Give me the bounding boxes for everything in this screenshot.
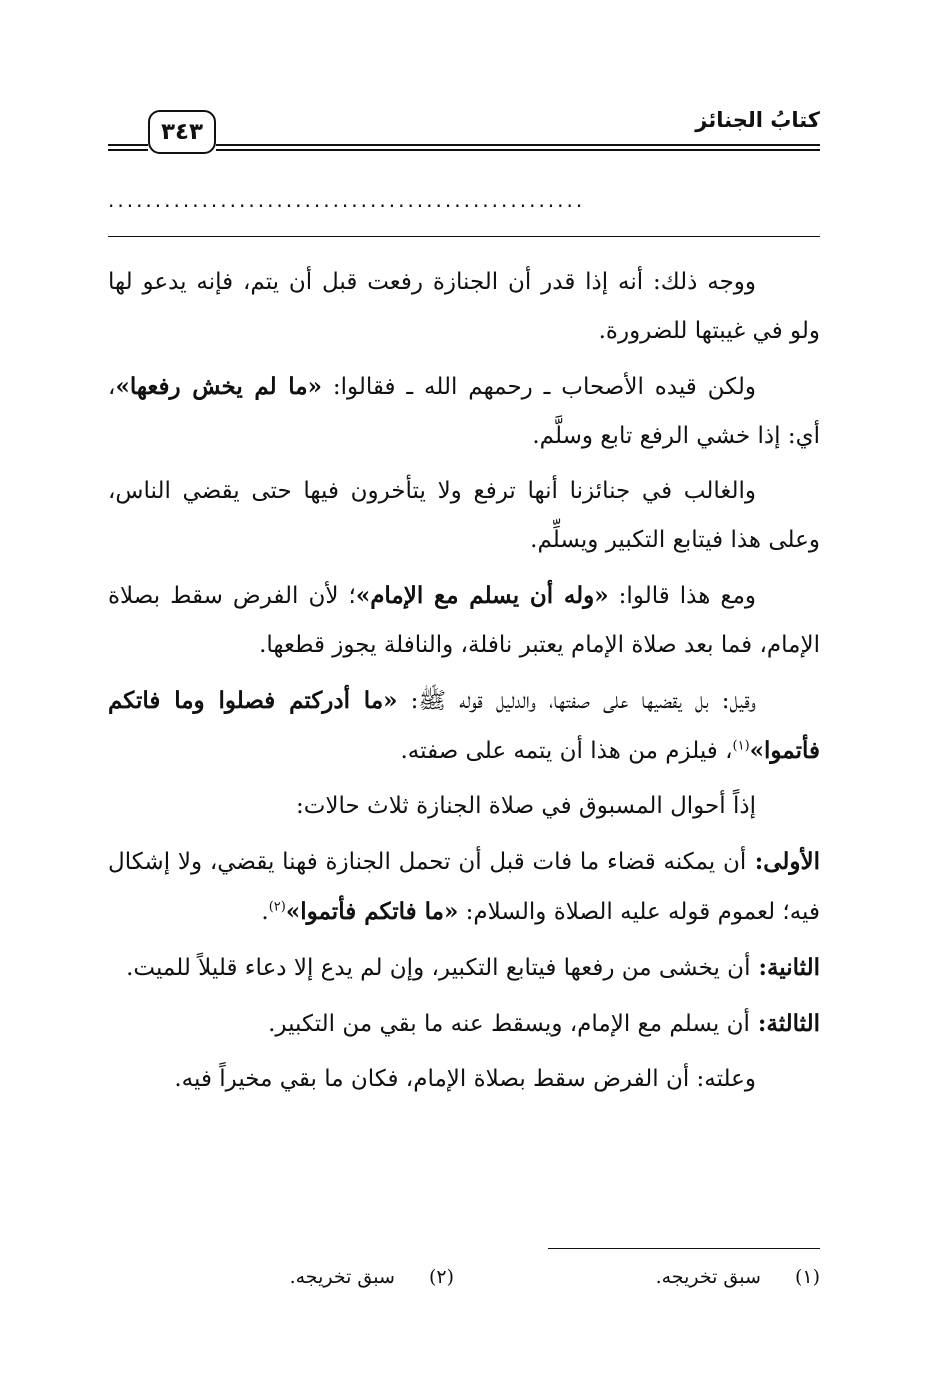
- section-divider: [108, 236, 820, 237]
- paragraph-1: ووجه ذلك: أنه إذا قدر أن الجنازة رفعت قبل أن يتم، فإنه يدعو لها ولو في غيبتها للضرورة.: [108, 269, 820, 344]
- header-rule-right-2: [216, 149, 820, 151]
- header-rule-left-2: [108, 149, 148, 151]
- paragraph-7: [108, 837, 820, 937]
- case-1-label: الأولى:: [746, 848, 820, 875]
- footnote-2: [290, 1266, 454, 1288]
- footnote-1: [656, 1266, 820, 1288]
- paragraph-4: [108, 571, 820, 670]
- page-number: ٣٤٣: [148, 110, 216, 154]
- paragraph-2: [108, 362, 820, 461]
- p2-quote: «ما لم يخش رفعها»: [115, 373, 322, 400]
- paragraph-10: وعلته: أن الفرض سقط بصلاة الإمام، فكان ما بقي مخيراً فيه.: [174, 1066, 756, 1092]
- case-2-label: الثانية:: [750, 954, 820, 981]
- dotted-divider: ...................................................: [108, 188, 586, 212]
- footnote-1-number: (١): [794, 1266, 820, 1288]
- footnote-2-number: (٢): [428, 1266, 454, 1288]
- paragraph-9: [108, 999, 820, 1049]
- paragraph-6: إذاً أحوال المسبوق في صلاة الجنازة ثلاث حالات:: [295, 793, 756, 819]
- footnote-1-text: سبق تخريجه.: [655, 1266, 761, 1288]
- footnotes: [108, 1266, 820, 1298]
- p5-quote: «ما أدركتم فصلوا وما فاتكم فأتموا»: [108, 687, 820, 764]
- p4-text-a: ومع هذا قالوا:: [608, 583, 757, 609]
- p4-quote: «وله أن يسلم مع الإمام»: [355, 582, 609, 609]
- paragraph-5: [108, 676, 820, 776]
- p8-text-b: أن يخشى من رفعها فيتابع التكبير، وإن لم يدع إلا دعاء قليلاً للميت.: [126, 955, 751, 981]
- p4-text-c: ؛ لأن الفرض سقط بصلاة الإمام، فما بعد صلاة الإمام يعتبر نافلة، والنافلة يجوز قطعها.: [108, 583, 820, 658]
- footnote-2-text: سبق تخريجه.: [289, 1266, 395, 1288]
- p2-text-c: ، أي: إذا خشي الرفع تابع وسلَّم.: [108, 374, 820, 449]
- p2-text-a: ولكن قيده الأصحاب ـ رحمهم الله ـ فقالوا:: [321, 374, 757, 400]
- running-title: كتابُ الجنائز: [695, 108, 820, 132]
- p5-text-a: وقيل: بل يقضيها على صفتها، والدليل قوله ﷺ:: [397, 688, 756, 714]
- paragraph-3: والغالب في جنائزنا أنها ترفع ولا يتأخرون فيها حتى يقضي الناس، وعلى هذا فيتابع التكبير ويسلِّم.: [108, 478, 820, 553]
- p7-text-d: .: [261, 899, 269, 925]
- paragraph-8: [108, 943, 820, 993]
- p7-text-b: أن يمكنه قضاء ما فات قبل أن تحمل الجنازة فهنا يقضي، ولا إشكال فيه؛ لعموم قوله عليه الصلاة والسلام:: [108, 849, 820, 925]
- footnote-ref-2[interactable]: (٢): [268, 899, 286, 915]
- case-3-label: الثالثة:: [749, 1010, 820, 1037]
- header-rule-left: [108, 144, 148, 146]
- p5-text-c: ، فيلزم من هذا أن يتمه على صفته.: [400, 738, 733, 764]
- footnote-rule: [548, 1248, 820, 1249]
- page-header: [108, 108, 820, 158]
- p9-text-b: أن يسلم مع الإمام، ويسقط عنه ما بقي من التكبير.: [268, 1011, 750, 1037]
- header-rule-right: [216, 144, 820, 146]
- p7-quote: «ما فاتكم فأتموا»: [285, 898, 459, 925]
- footnote-ref-1[interactable]: (١): [732, 738, 750, 754]
- main-text: [108, 258, 820, 1110]
